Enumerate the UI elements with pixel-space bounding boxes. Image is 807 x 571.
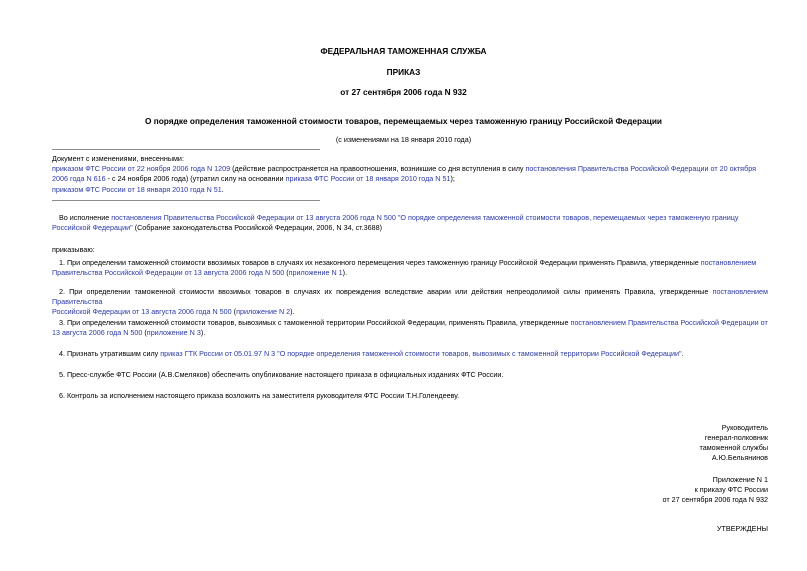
item-2-appendix-link[interactable]: приложение N 2	[236, 307, 291, 316]
preamble-link-500[interactable]: постановления Правительства Российской Федерации от 13 августа 2006 года N 500 "О порядке определения таможенной стоимости товаров, перемещаемых через таможенную границу	[111, 213, 739, 222]
changes-item-2: приказом ФТС России от 18 января 2010 года N 51.	[52, 185, 224, 194]
item-2: 2. При определении таможенной стоимости ввозимых товаров в случаях их повреждения вследствие аварии или действия непреодолимой силы применять Правила, утвержденные постановлением Правительства Российской Федерации от 13 августа 2006 года N 500 (приложение N 2).	[52, 287, 768, 316]
item-2-link-line2[interactable]: Российской Федерации от 13 августа 2006 года N 500	[52, 307, 232, 316]
changes-intro: Документ с изменениями, внесенными:	[52, 154, 184, 163]
appendix-ref: к приказу ФТС России	[694, 485, 768, 494]
bottom-divider	[52, 200, 320, 201]
item-3-appendix-link[interactable]: приложение N 3	[146, 328, 201, 337]
changes-text-c: );	[450, 174, 455, 183]
signature-rank: генерал-полковник	[704, 433, 768, 442]
amendments-note: (с изменениями на 18 января 2010 года)	[335, 135, 472, 144]
doc-title: О порядке определения таможенной стоимости товаров, перемещаемых через таможенную границу Российской Федерации	[144, 116, 663, 126]
item-1-link-line1[interactable]: постановлением	[700, 258, 757, 267]
item-1-appendix-link[interactable]: приложение N 1	[288, 268, 343, 277]
doc-type: ПРИКАЗ	[386, 67, 421, 77]
appendix-block	[663, 475, 768, 505]
changes-link-1209[interactable]: приказом ФТС России от 22 ноября 2006 года N 1209	[52, 164, 231, 173]
signature-block	[700, 423, 768, 463]
changes-text-b: - с 24 ноября 2006 года) (утратил силу на основании	[105, 174, 286, 183]
item-5: 5. Пресс-службе ФТС России (А.В.Смеляков) обеспечить опубликование настоящего приказа в официальных изданиях ФТС России.	[59, 370, 504, 379]
item-4-link-gtk[interactable]: приказ ГТК России от 05.01.97 N 3 "О порядке определения таможенной стоимости товаров, вывозимых с таможенной территории Российской Федерации"	[160, 349, 682, 358]
agency-name: ФЕДЕРАЛЬНАЯ ТАМОЖЕННАЯ СЛУЖБА	[320, 46, 487, 56]
item-3: 3. При определении таможенной стоимости товаров, вывозимых с таможенной территории Российской Федерации, применять Правила, утвержденные постановлением Правительства Российской Федерации от 13 августа 2006 года N 500 (приложение N 3).	[52, 318, 768, 337]
appendix-number: Приложение N 1	[712, 475, 768, 484]
preamble: Во исполнение постановления Правительства Российской Федерации от 13 августа 2006 года N 500 "О порядке определения таможенной стоимости товаров, перемещаемых через таможенную границу Российской Федерации" (Собрание законодательства Российской Федерации, 2006, N 34, ст.3688)	[52, 213, 739, 232]
item-3-link-line2[interactable]: 13 августа 2006 года N 500	[52, 328, 143, 337]
approved-label: УТВЕРЖДЕНЫ	[716, 524, 768, 533]
changes-item-1	[52, 164, 768, 184]
item-6: 6. Контроль за исполнением настоящего приказа возложить на заместителя руководителя ФТС России Т.Н.Голендееву.	[59, 391, 460, 400]
changes-link-616-line2[interactable]: 2006 года N 616	[52, 174, 106, 183]
changes-link-51[interactable]: приказа ФТС России от 18 января 2010 года N 51	[285, 174, 451, 183]
changes-text-a: (действие распространяется на правоотношения, возникшие со дня вступления в силу	[230, 164, 526, 173]
item-2-link-line1[interactable]: постановлением Правительства	[52, 287, 768, 306]
signature-service: таможенной службы	[699, 443, 768, 452]
order-word: приказываю:	[52, 245, 95, 254]
item-3-link-line1[interactable]: постановлением Правительства Российской Федерации от	[570, 318, 768, 327]
doc-date-number: от 27 сентября 2006 года N 932	[340, 87, 467, 97]
preamble-link-500-line2[interactable]: Российской Федерации"	[52, 223, 133, 232]
item-4: 4. Признать утратившим силу приказ ГТК России от 05.01.97 N 3 "О порядке определения таможенной стоимости товаров, вывозимых с таможенной территории Российской Федерации".	[59, 349, 684, 358]
appendix-date: от 27 сентября 2006 года N 932	[662, 495, 768, 504]
signature-name: А.Ю.Бельянинов	[711, 453, 768, 462]
item-1: 1. При определении таможенной стоимости ввозимых товаров в случаях их незаконного перемещения через таможенную границу Российской Федерации применять Правила, утвержденные постановлением Правительства Российской Федерации от 13 августа 2006 года N 500 (приложение N 1).	[52, 258, 757, 277]
signature-title: Руководитель	[721, 423, 768, 432]
item-1-link-line2[interactable]: Правительства Российской Федерации от 13 августа 2006 года N 500	[52, 268, 285, 277]
changes-link-51-b[interactable]: приказом ФТС России от 18 января 2010 года N 51	[52, 185, 222, 194]
changes-link-616-line1[interactable]: постановления Правительства Российской Федерации от 20 октября	[525, 164, 756, 173]
top-divider	[52, 149, 320, 150]
